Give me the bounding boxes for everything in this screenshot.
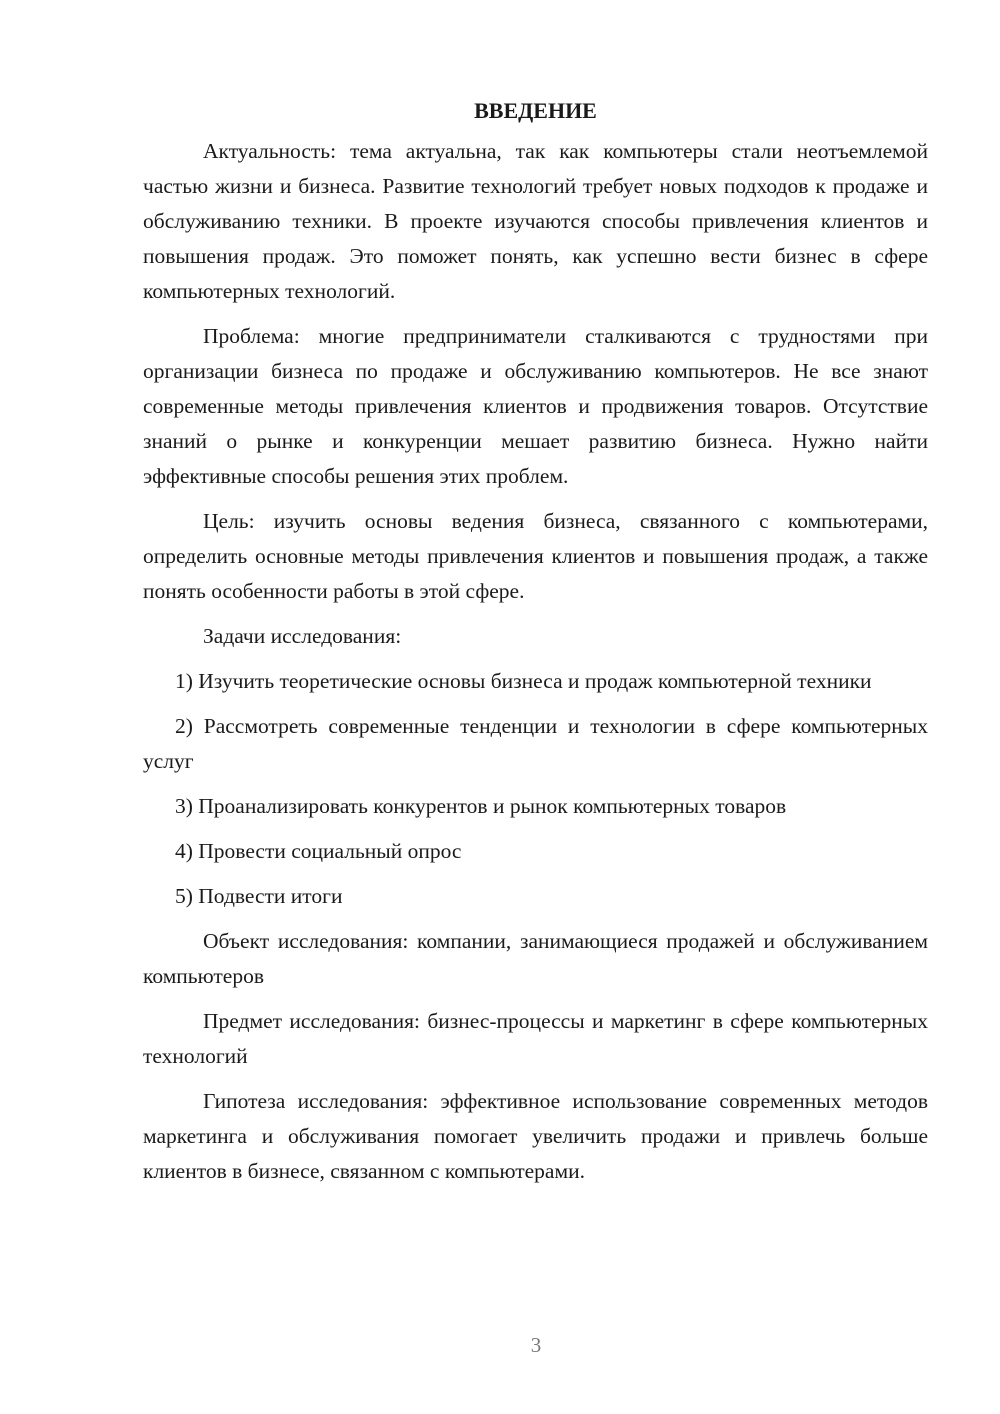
- task-item: 3) Проанализировать конкурентов и рынок компьютерных товаров: [175, 794, 787, 818]
- page-title: ВВЕДЕНИЕ: [474, 98, 597, 123]
- task-item: 1) Изучить теоретические основы бизнеса и продаж компьютерной техники: [175, 669, 872, 693]
- relevance-paragraph: Актуальность: тема актуальна, так как компьютеры стали неотъемлемой частью жизни и бизнеса. Развитие технологий требует новых подходов к продаже и обслуживанию техники. В проекте изучаются способы привлечения клиентов и повышения продаж. Это поможет понять, как успешно вести бизнес в сфере компьютерных технологий.: [143, 139, 928, 303]
- task-item: 4) Провести социальный опрос: [175, 839, 462, 863]
- page-content: [143, 92, 928, 1199]
- task-item: 2) Рассмотреть современные тенденции и технологии в сфере компьютерных услуг: [143, 714, 928, 773]
- subject-paragraph: Предмет исследования: бизнес-процессы и маркетинг в сфере компьютерных технологий: [143, 1009, 928, 1068]
- problem-paragraph: Проблема: многие предприниматели сталкиваются с трудностями при организации бизнеса по продаже и обслуживанию компьютеров. Не все знают современные методы привлечения клиентов и продвижения товаров. Отсутствие знаний о рынке и конкуренции мешает развитию бизнеса. Нужно найти эффективные способы решения этих проблем.: [143, 324, 928, 488]
- object-paragraph: Объект исследования: компании, занимающиеся продажей и обслуживанием компьютеров: [143, 929, 928, 988]
- tasks-heading: Задачи исследования:: [203, 624, 402, 648]
- page-number: 3: [530, 1333, 542, 1357]
- task-item: 5) Подвести итоги: [175, 884, 343, 908]
- goal-paragraph: Цель: изучить основы ведения бизнеса, связанного с компьютерами, определить основные методы привлечения клиентов и повышения продаж, а также понять особенности работы в этой сфере.: [143, 509, 928, 603]
- hypothesis-paragraph: Гипотеза исследования: эффективное использование современных методов маркетинга и обслуживания помогает увеличить продажи и привлечь больше клиентов в бизнесе, связанном с компьютерами.: [143, 1089, 928, 1183]
